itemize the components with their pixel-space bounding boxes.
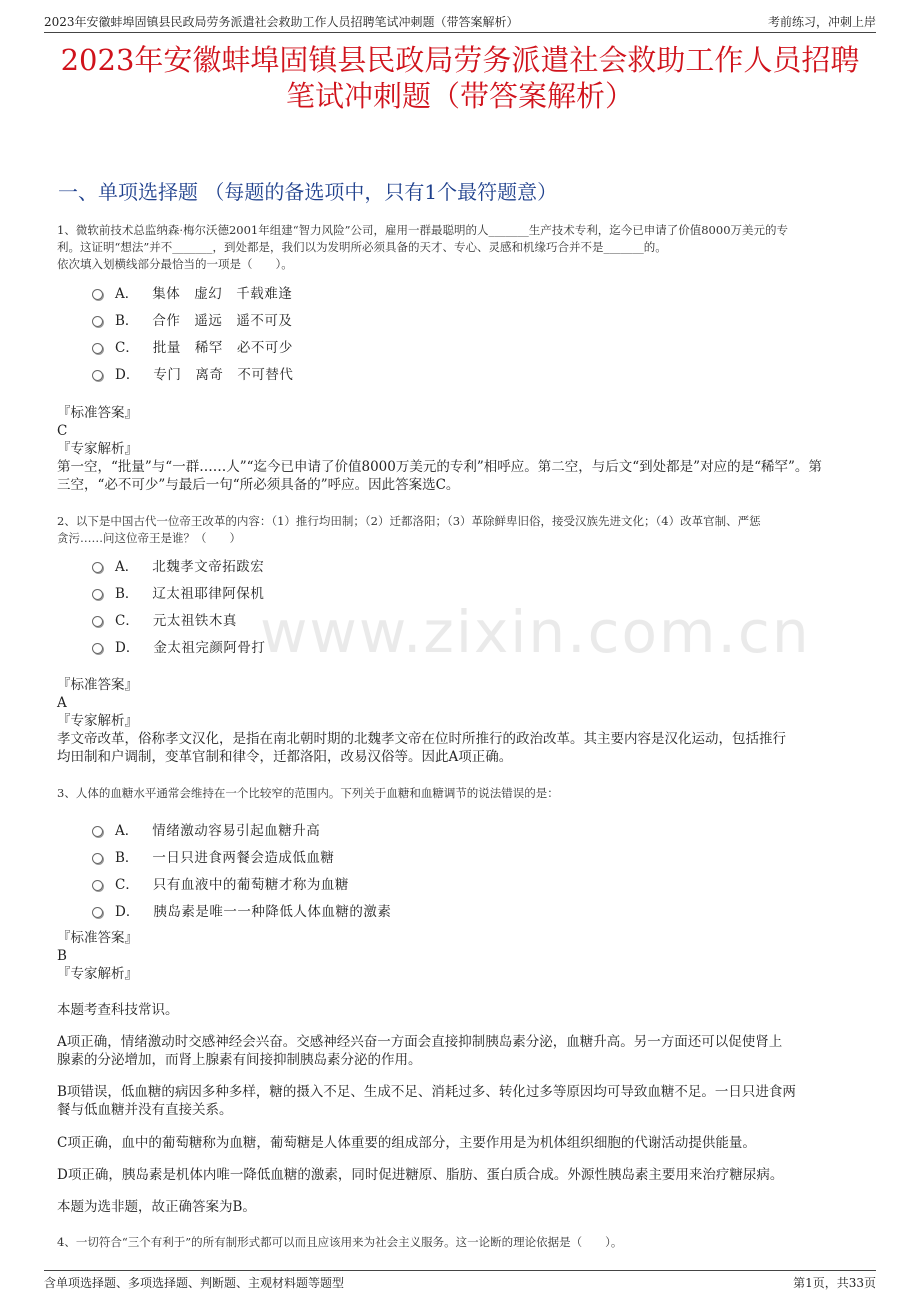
option-text: 元太祖铁木真 (152, 612, 237, 629)
section-heading: 一、单项选择题 （每题的备选项中，只有1个最符题意） (58, 180, 558, 204)
option-label: C． (115, 339, 139, 356)
analysis-intro: 本题考查科技常识。 (57, 1002, 179, 1018)
option-text: 一日只进食两餐会造成低血糖 (152, 849, 335, 866)
page-footer (44, 1270, 876, 1293)
option-label: B． (115, 585, 139, 602)
option-text: 北魏孝文帝拓跋宏 (152, 558, 265, 575)
analysis-text: 餐与低血糖并没有直接关系。 (57, 1102, 233, 1118)
option-b[interactable] (92, 842, 391, 869)
option-d[interactable] (92, 359, 293, 386)
option-text: 合作 遥远 遥不可及 (152, 312, 293, 329)
option-label: B． (115, 849, 139, 866)
option-a[interactable] (92, 815, 391, 842)
option-label: D． (115, 903, 140, 920)
question-2-options (92, 551, 265, 659)
question-3-answer (57, 929, 874, 983)
analysis-text: 均田制和户调制，变革官制和律令，迁都洛阳，改易汉俗等。因此A项正确。 (57, 749, 513, 765)
option-text: 金太祖完颜阿骨打 (153, 639, 266, 656)
option-b[interactable] (92, 578, 265, 605)
option-d[interactable] (92, 632, 265, 659)
analysis-option-d: D项正确，胰岛素是机体内唯一降低血糖的激素，同时促进糖原、脂肪、蛋白质合成。外源性胰岛素主要用来治疗糖尿病。 (57, 1167, 784, 1183)
watermark: www.zixin.com.cn (260, 598, 811, 666)
stem-line: 1、微软前技术总监纳森·梅尔沃德2001年组建“智力风险”公司，雇用一群最聪明的人_______生产技术专利，迄今已申请了价值8000万美元的专 (57, 223, 789, 237)
option-c[interactable] (92, 605, 265, 632)
analysis-conclusion: 本题为选非题，故正确答案为B。 (57, 1199, 256, 1215)
radio-icon[interactable] (92, 289, 103, 300)
option-label: A． (115, 822, 139, 839)
radio-icon[interactable] (92, 589, 103, 600)
option-text: 胰岛素是唯一一种降低人体血糖的激素 (153, 903, 392, 920)
header-slogan: 考前练习，冲刺上岸 (767, 15, 876, 29)
option-a[interactable] (92, 278, 293, 305)
question-3-stem (57, 785, 874, 802)
radio-icon[interactable] (92, 343, 103, 354)
analysis-text: 腺素的分泌增加，而肾上腺素有间接抑制胰岛素分泌的作用。 (57, 1052, 422, 1068)
option-a[interactable] (92, 551, 265, 578)
answer-label: 『标准答案』 (57, 677, 138, 693)
option-label: C． (115, 612, 139, 629)
analysis-text: 三空，“必不可少”与最后一句“所必须具备的”呼应。因此答案选C。 (57, 477, 460, 493)
answer-value: A (57, 695, 67, 711)
question-2-answer (57, 676, 874, 766)
option-text: 情绪激动容易引起血糖升高 (152, 822, 321, 839)
page-header (44, 10, 876, 33)
question-4-stem (57, 1234, 874, 1251)
question-2-stem (57, 513, 874, 547)
page-number: 第1页，共33页 (793, 1276, 876, 1290)
option-text: 辽太祖耶律阿保机 (152, 585, 265, 602)
radio-icon[interactable] (92, 853, 103, 864)
title-line-1: 2023年安徽蚌埠固镇县民政局劳务派遣社会救助工作人员招聘 (60, 43, 860, 77)
analysis-option-c: C项正确，血中的葡萄糖称为血糖，葡萄糖是人体重要的组成部分，主要作用是为机体组织细胞的代谢活动提供能量。 (57, 1135, 756, 1151)
option-text: 只有血液中的葡萄糖才称为血糖 (152, 876, 349, 893)
stem-line: 3、人体的血糖水平通常会维持在一个比较窄的范围内。下列关于血糖和血糖调节的说法错误的是： (57, 786, 559, 800)
option-label: D． (115, 639, 140, 656)
radio-icon[interactable] (92, 316, 103, 327)
option-label: A． (115, 285, 139, 302)
stem-line: 依次填入划横线部分最恰当的一项是（ ）。 (57, 257, 293, 271)
analysis-option-b (57, 1083, 874, 1119)
analysis-text: 孝文帝改革，俗称孝文汉化，是指在南北朝时期的北魏孝文帝在位时所推行的政治改革。其主要内容是汉化运动，包括推行 (57, 731, 786, 747)
answer-label: 『标准答案』 (57, 405, 138, 421)
radio-icon[interactable] (92, 907, 103, 918)
analysis-text: A项正确，情绪激动时交感神经会兴奋。交感神经兴奋一方面会直接抑制胰岛素分泌，血糖升高。另一方面还可以促使肾上 (57, 1034, 783, 1050)
option-b[interactable] (92, 305, 293, 332)
analysis-label: 『专家解析』 (57, 441, 138, 457)
analysis-text: B项错误，低血糖的病因多种多样，糖的摄入不足、生成不足、消耗过多、转化过多等原因均可导致血糖不足。一日只进食两 (57, 1084, 796, 1100)
radio-icon[interactable] (92, 616, 103, 627)
radio-icon[interactable] (92, 370, 103, 381)
question-1-stem (57, 222, 874, 273)
analysis-label: 『专家解析』 (57, 713, 138, 729)
radio-icon[interactable] (92, 880, 103, 891)
analysis-text: 第一空，“批量”与“一群……人”“迄今已申请了价值8000万美元的专利”相呼应。第二空，与后文“到处都是”对应的是“稀罕”。第 (57, 459, 822, 475)
option-label: C． (115, 876, 139, 893)
option-label: A． (115, 558, 139, 575)
option-c[interactable] (92, 869, 391, 896)
radio-icon[interactable] (92, 562, 103, 573)
option-text: 批量 稀罕 必不可少 (152, 339, 293, 356)
stem-line: 贪污……问这位帝王是谁？（ ） (57, 531, 241, 545)
question-3-options (92, 815, 391, 923)
stem-line: 2、以下是中国古代一位帝王改革的内容：（1）推行均田制；（2）迁都洛阳；（3）革除鲜卑旧俗，接受汉族先进文化；（4）改革官制、严惩 (57, 514, 761, 528)
question-1-options (92, 278, 293, 386)
option-text: 集体 虚幻 千载难逢 (152, 285, 293, 302)
answer-value: C (57, 423, 68, 439)
analysis-label: 『专家解析』 (57, 966, 138, 982)
option-label: B． (115, 312, 139, 329)
answer-label: 『标准答案』 (57, 930, 138, 946)
stem-line: 4、一切符合“三个有利于”的所有制形式都可以而且应该用来为社会主义服务。这一论断的理论依据是（ ）。 (57, 1235, 623, 1249)
title-line-2: 笔试冲刺题（带答案解析） (285, 79, 634, 113)
radio-icon[interactable] (92, 643, 103, 654)
option-c[interactable] (92, 332, 293, 359)
answer-value: B (57, 948, 67, 964)
option-label: D． (115, 366, 140, 383)
option-d[interactable] (92, 896, 391, 923)
stem-line: 利。这证明“想法”并不_______，到处都是，我们以为发明所必须具备的天才、专心、灵感和机缘巧合并不是_______的。 (57, 240, 667, 254)
header-doc-title: 2023年安徽蚌埠固镇县民政局劳务派遣社会救助工作人员招聘笔试冲刺题（带答案解析） (44, 15, 519, 29)
analysis-option-a (57, 1033, 874, 1069)
footer-note: 含单项选择题、多项选择题、判断题、主观材料题等题型 (44, 1276, 345, 1290)
question-1-answer (57, 404, 874, 494)
radio-icon[interactable] (92, 826, 103, 837)
document-title (40, 42, 880, 114)
option-text: 专门 离奇 不可替代 (153, 366, 294, 383)
